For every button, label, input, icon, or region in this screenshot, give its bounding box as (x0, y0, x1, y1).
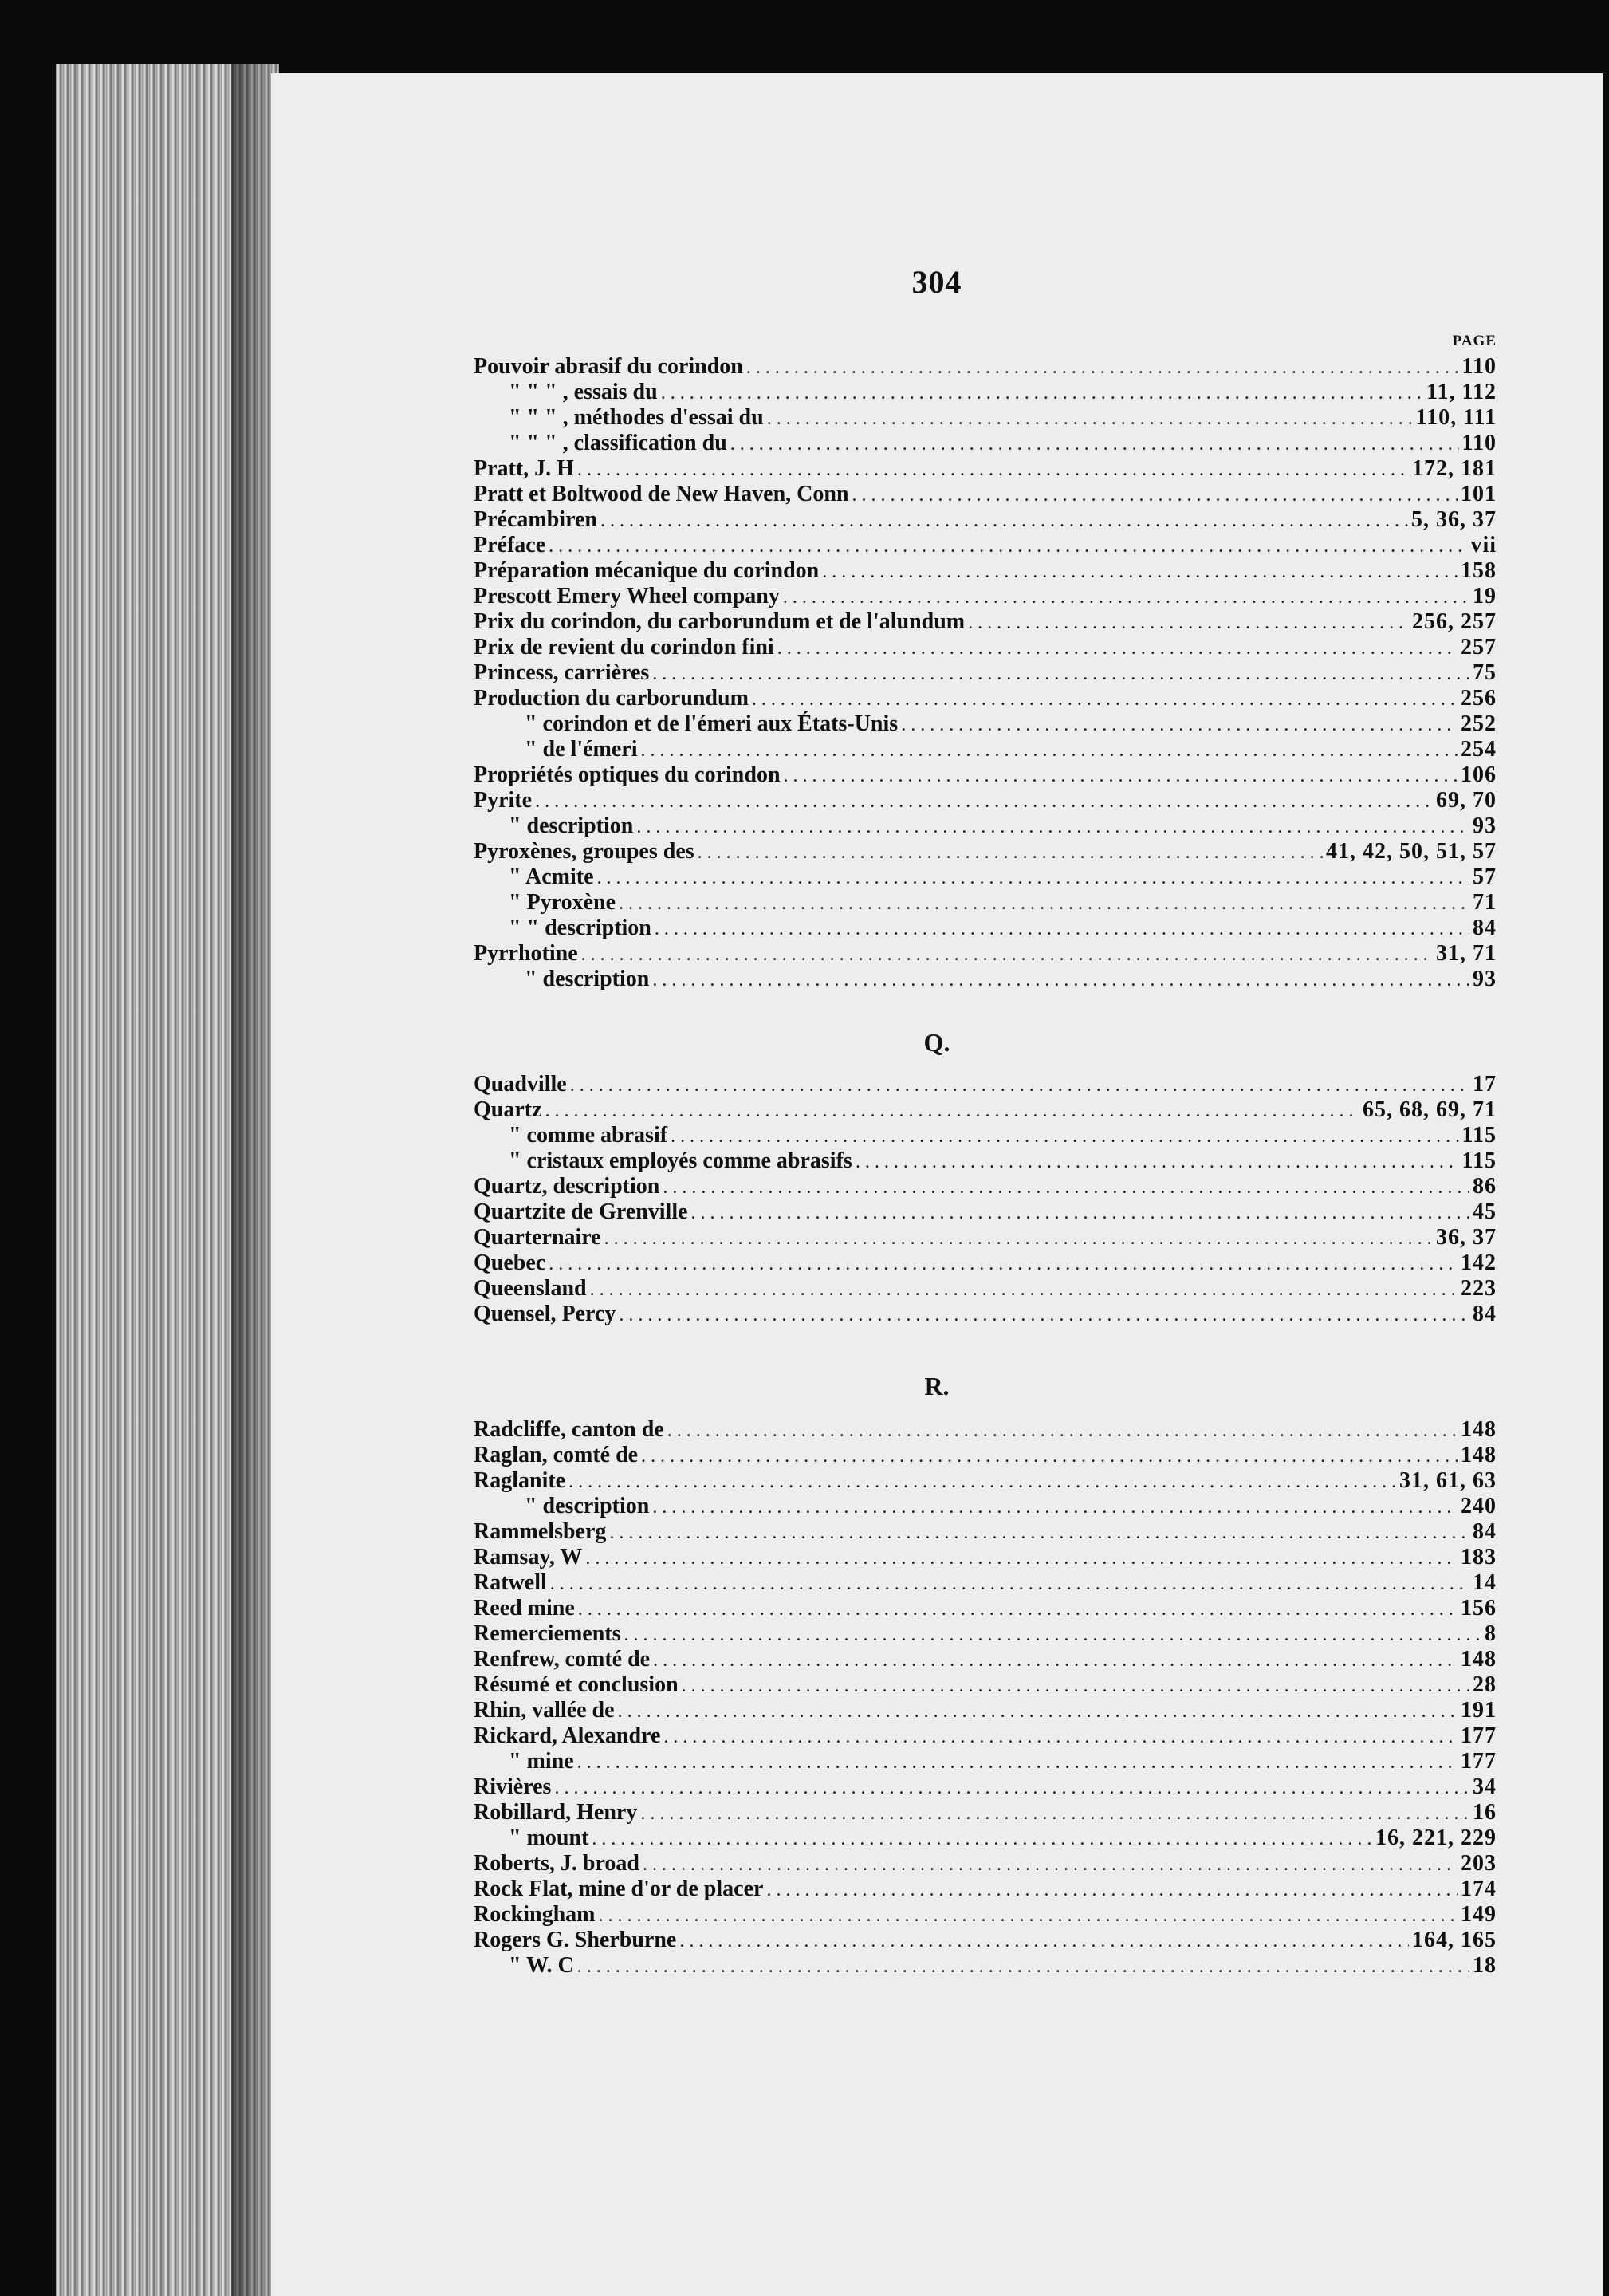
index-entry-term: " corindon et de l'émeri aux États-Unis (525, 711, 899, 736)
index-entry-term: " description (525, 967, 650, 991)
index-entry-term: Rock Flat, mine d'or de placer (474, 1877, 764, 1901)
dot-leader (585, 1546, 1458, 1571)
index-entry (474, 1174, 1497, 1199)
index-entry (474, 1072, 1497, 1097)
index-entry (474, 1199, 1497, 1225)
index-entry-pages: 148 (1461, 1443, 1497, 1467)
index-entry-term: Radcliffe, canton de (474, 1417, 664, 1442)
index-entry (474, 1647, 1497, 1672)
index-entry (474, 1468, 1497, 1494)
dot-leader (550, 1571, 1469, 1597)
dot-leader (653, 1648, 1458, 1673)
dot-leader (577, 1954, 1469, 1979)
dot-leader (624, 1622, 1481, 1648)
index-entry (474, 686, 1497, 711)
dot-leader (856, 1149, 1459, 1175)
index-entry-term: " cristaux employés comme abrasifs (509, 1148, 852, 1173)
index-entry-pages: vii (1470, 533, 1497, 557)
index-entry-pages: 93 (1473, 813, 1497, 838)
index-entry (474, 1851, 1497, 1877)
index-entry (474, 1225, 1497, 1250)
dot-leader (783, 585, 1469, 610)
index-entry-pages: 84 (1473, 1302, 1497, 1326)
index-entry-pages: 240 (1461, 1494, 1497, 1518)
index-entry (474, 762, 1497, 788)
dot-leader (600, 508, 1408, 534)
dot-leader (767, 406, 1413, 431)
index-entry-pages: 5, 36, 37 (1411, 507, 1497, 532)
index-entry (474, 1825, 1497, 1851)
dot-leader (784, 763, 1458, 789)
dot-leader (663, 1724, 1458, 1750)
index-entry-term: Préparation mécanique du corindon (474, 558, 820, 583)
index-entry-term: " Acmite (509, 864, 594, 889)
index-entry (474, 1621, 1497, 1647)
index-entry-pages: 254 (1461, 737, 1497, 762)
dot-leader (549, 534, 1467, 559)
index-entry-pages: 148 (1461, 1417, 1497, 1442)
index-entry (474, 1545, 1497, 1570)
index-entry-pages: 16, 221, 229 (1375, 1825, 1497, 1850)
dot-leader (577, 457, 1409, 482)
index-entry-term: Prix du corindon, du carborundum et de l'alundum (474, 609, 966, 634)
index-entry (474, 482, 1497, 507)
index-entry-term: Quartzite de Grenville (474, 1199, 688, 1224)
dot-leader (852, 482, 1458, 508)
index-entry-pages: 16 (1473, 1800, 1497, 1825)
index-entry-pages: 149 (1461, 1902, 1497, 1927)
dot-leader (597, 865, 1469, 891)
dot-leader (777, 636, 1458, 661)
dot-leader (604, 1226, 1433, 1251)
index-entry-pages: 142 (1461, 1250, 1497, 1275)
dot-leader (691, 1200, 1469, 1226)
index-entry-term: Queensland (474, 1276, 587, 1301)
index-entry (474, 839, 1497, 864)
index-entry (474, 1877, 1497, 1902)
index-entry (474, 1443, 1497, 1468)
dot-leader (578, 1597, 1458, 1622)
index-entry-pages: 75 (1473, 660, 1497, 685)
index-page (271, 73, 1603, 2296)
index-entry (474, 788, 1497, 813)
index-section-r (474, 1417, 1497, 1979)
dot-leader (618, 1699, 1458, 1724)
index-entry-term: " " description (509, 916, 651, 940)
index-entry (474, 405, 1497, 431)
index-entry (474, 1723, 1497, 1749)
index-entry (474, 813, 1497, 839)
dot-leader (752, 687, 1458, 712)
index-entry (474, 1902, 1497, 1928)
index-entry-term: Robillard, Henry (474, 1800, 638, 1825)
index-entry-term: Rivières (474, 1774, 552, 1799)
dot-leader (641, 738, 1458, 763)
index-entry (474, 1097, 1497, 1123)
index-entry-term: Rammelsberg (474, 1519, 607, 1544)
index-entry-term: " mount (509, 1825, 589, 1850)
index-entry-term: Quartz (474, 1097, 542, 1122)
index-entry (474, 354, 1497, 380)
index-entry-term: Quartz, description (474, 1174, 660, 1199)
index-entry (474, 1519, 1497, 1545)
index-entry (474, 431, 1497, 456)
index-entry-pages: 86 (1473, 1174, 1497, 1199)
index-entry-term: Pyrrhotine (474, 941, 578, 966)
dot-leader (655, 916, 1469, 942)
dot-leader (592, 1826, 1372, 1852)
index-entry-pages: 256 (1461, 686, 1497, 711)
index-entry-pages: 177 (1461, 1723, 1497, 1748)
index-entry (474, 1417, 1497, 1443)
section-heading-r: R. (924, 1372, 950, 1400)
dot-leader (570, 1073, 1469, 1098)
index-entry-pages: 172, 181 (1412, 456, 1497, 481)
index-entry-term: Ratwell (474, 1570, 547, 1595)
index-entry-term: Princess, carrières (474, 660, 650, 685)
index-entry (474, 1494, 1497, 1519)
dot-leader (598, 1903, 1458, 1928)
dot-leader (545, 1098, 1359, 1124)
index-entry-term: " comme abrasif (509, 1123, 668, 1148)
index-entry (474, 1570, 1497, 1596)
index-entry-pages: 34 (1473, 1774, 1497, 1799)
dot-leader (730, 431, 1459, 457)
dot-leader (652, 661, 1469, 687)
dot-leader (640, 1801, 1469, 1826)
index-entry-pages: 110 (1461, 431, 1497, 455)
dot-leader (766, 1877, 1458, 1903)
index-entry-pages: 203 (1461, 1851, 1497, 1876)
dot-leader (590, 1277, 1458, 1302)
index-entry-term: Pouvoir abrasif du corindon (474, 354, 743, 379)
dot-leader (682, 1673, 1469, 1699)
index-entry-pages: 115 (1461, 1148, 1497, 1173)
index-entry-term: Pratt, J. H (474, 456, 574, 481)
index-entry-term: Pyrite (474, 788, 533, 813)
index-entry (474, 1123, 1497, 1148)
index-entry-pages: 57 (1473, 864, 1497, 889)
index-entry (474, 1148, 1497, 1174)
index-entry-term: " W. C (509, 1953, 574, 1978)
index-entry-pages: 191 (1461, 1698, 1497, 1723)
dot-leader (667, 1418, 1458, 1443)
index-entry-term: Ramsay, W (474, 1545, 583, 1569)
index-entry-pages: 223 (1461, 1276, 1497, 1301)
index-entry-pages: 174 (1461, 1877, 1497, 1901)
index-entry-pages: 164, 165 (1412, 1928, 1497, 1952)
index-entry (474, 864, 1497, 890)
index-entry-term: Quebec (474, 1250, 546, 1275)
index-entry-pages: 8 (1485, 1621, 1497, 1646)
index-entry-term: Rhin, vallée de (474, 1698, 615, 1723)
index-entry-term: Préface (474, 533, 546, 557)
index-entry-term: Reed mine (474, 1596, 575, 1621)
index-entry-term: Précambiren (474, 507, 597, 532)
index-entry (474, 1672, 1497, 1698)
index-entry-term: " Pyroxène (509, 890, 616, 915)
index-entry (474, 456, 1497, 482)
index-entry-term: Raglanite (474, 1468, 566, 1493)
index-entry (474, 1596, 1497, 1621)
index-entry (474, 916, 1497, 941)
index-entry (474, 1698, 1497, 1723)
index-entry-term: Pratt et Boltwood de New Haven, Conn (474, 482, 849, 506)
index-entry (474, 1250, 1497, 1276)
index-entry-pages: 84 (1473, 1519, 1497, 1544)
index-entry-term: Production du carborundum (474, 686, 749, 711)
dot-leader (554, 1775, 1469, 1801)
dot-leader (577, 1750, 1458, 1775)
dot-leader (619, 891, 1469, 916)
dot-leader (641, 1443, 1458, 1469)
index-entry-term: Propriétés optiques du corindon (474, 762, 781, 787)
index-entry-term: " " " , méthodes d'essai du (509, 405, 764, 430)
index-entry-pages: 252 (1461, 711, 1497, 736)
dot-leader (822, 559, 1458, 585)
index-entry-pages: 14 (1473, 1570, 1497, 1595)
index-entry-term: " description (525, 1494, 650, 1518)
index-entry-term: " de l'émeri (525, 737, 638, 762)
index-entry-pages: 65, 68, 69, 71 (1363, 1097, 1497, 1122)
index-entry-pages: 84 (1473, 916, 1497, 940)
dot-leader (746, 355, 1459, 380)
index-entry-pages: 17 (1473, 1072, 1497, 1097)
index-entry-pages: 11, 112 (1426, 380, 1497, 404)
index-entry (474, 380, 1497, 405)
index-entry-pages: 41, 42, 50, 51, 57 (1326, 839, 1497, 864)
index-entry-pages: 106 (1461, 762, 1497, 787)
index-entry-term: Pyroxènes, groupes des (474, 839, 694, 864)
index-entry-term: Prix de revient du corindon fini (474, 635, 774, 660)
dot-leader (643, 1852, 1458, 1877)
index-entry-pages: 71 (1473, 890, 1497, 915)
index-entry-pages: 31, 61, 63 (1399, 1468, 1497, 1493)
index-entry (474, 1276, 1497, 1302)
index-entry-pages: 110 (1461, 354, 1497, 379)
index-entry (474, 890, 1497, 916)
index-entry-term: Rickard, Alexandre (474, 1723, 661, 1748)
index-entry-pages: 115 (1461, 1123, 1497, 1148)
index-entry-pages: 256, 257 (1412, 609, 1497, 634)
index-entry-pages: 69, 70 (1436, 788, 1497, 813)
index-entry (474, 533, 1497, 558)
index-entry-pages: 156 (1461, 1596, 1497, 1621)
index-entry-term: Quarternaire (474, 1225, 601, 1250)
index-entry (474, 558, 1497, 584)
index-entry-term: " mine (509, 1749, 574, 1774)
index-entry-term: Raglan, comté de (474, 1443, 639, 1467)
index-section-q (474, 1072, 1497, 1327)
dot-leader (619, 1302, 1469, 1328)
index-entry-pages: 110, 111 (1415, 405, 1497, 430)
dot-leader (663, 1175, 1469, 1200)
dot-leader (568, 1469, 1396, 1495)
section-heading-q: Q. (923, 1028, 950, 1057)
dot-leader (661, 380, 1423, 406)
dot-leader (698, 840, 1323, 865)
dot-leader (679, 1928, 1409, 1954)
dot-leader (535, 789, 1433, 814)
index-entry (474, 711, 1497, 737)
index-entry-pages: 93 (1473, 967, 1497, 991)
index-entry (474, 737, 1497, 762)
dot-leader (652, 1495, 1458, 1520)
index-entry (474, 660, 1497, 686)
index-entry-pages: 158 (1461, 558, 1497, 583)
index-entry-term: Prescott Emery Wheel company (474, 584, 780, 608)
index-entry (474, 967, 1497, 992)
index-entry (474, 635, 1497, 660)
index-entry-term: Renfrew, comté de (474, 1647, 651, 1672)
index-entry-term: Remerciements (474, 1621, 621, 1646)
index-entry-pages: 36, 37 (1436, 1225, 1497, 1250)
index-entry (474, 941, 1497, 967)
index-entry-term: Quadville (474, 1072, 567, 1097)
index-section-p (474, 329, 1497, 992)
dot-leader (581, 942, 1433, 967)
index-entry (474, 1749, 1497, 1774)
index-entry (474, 1928, 1497, 1953)
index-entry-pages: 177 (1461, 1749, 1497, 1774)
index-entry-pages: 257 (1461, 635, 1497, 660)
index-entry (474, 1302, 1497, 1327)
index-entry-term: " " " , classification du (509, 431, 727, 455)
dot-leader (968, 610, 1409, 636)
index-entry (474, 609, 1497, 635)
index-entry-pages: 101 (1461, 482, 1497, 506)
index-entry-term: Roberts, J. broad (474, 1851, 639, 1876)
index-entry-pages: 183 (1461, 1545, 1497, 1569)
dot-leader (671, 1124, 1458, 1149)
index-entry-term: Résumé et conclusion (474, 1672, 679, 1697)
index-entry (474, 1800, 1497, 1825)
index-entry-term: Rogers G. Sherburne (474, 1928, 677, 1952)
index-entry-term: Quensel, Percy (474, 1302, 616, 1326)
dot-leader (549, 1251, 1458, 1277)
index-entry (474, 1953, 1497, 1979)
dot-leader (652, 967, 1469, 993)
dot-leader (609, 1520, 1469, 1546)
dot-leader (636, 814, 1469, 840)
index-entry (474, 507, 1497, 533)
dot-leader (901, 712, 1458, 738)
index-entry-term: " " " , essais du (509, 380, 658, 404)
index-entry-term: " description (509, 813, 634, 838)
index-entry-pages: 18 (1473, 1953, 1497, 1978)
index-entry-pages: 19 (1473, 584, 1497, 608)
index-entry-pages: 148 (1461, 1647, 1497, 1672)
index-entry (474, 1774, 1497, 1800)
index-entry-pages: 45 (1473, 1199, 1497, 1224)
page-number: 304 (911, 264, 962, 300)
page-column-heading: PAGE (1452, 333, 1497, 349)
index-entry-term: Rockingham (474, 1902, 596, 1927)
index-entry-pages: 28 (1473, 1672, 1497, 1697)
index-entry (474, 584, 1497, 609)
index-entry-pages: 31, 71 (1436, 941, 1497, 966)
